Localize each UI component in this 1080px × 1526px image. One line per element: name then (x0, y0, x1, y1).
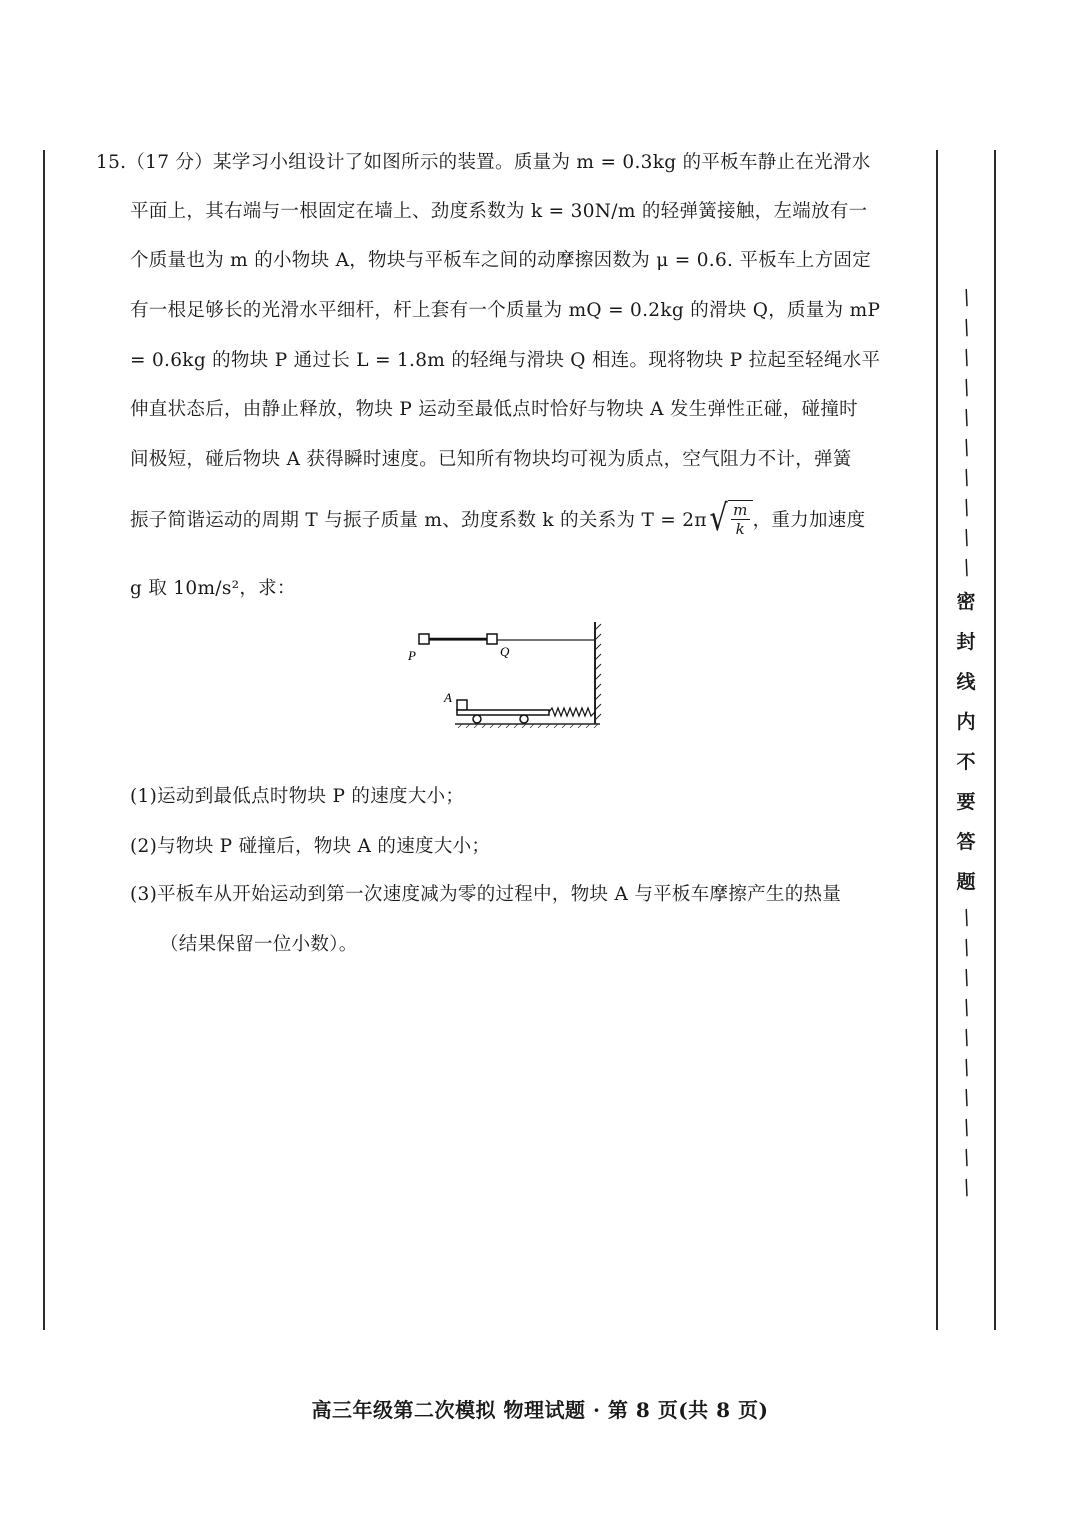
apparatus-diagram (400, 616, 610, 734)
seal-line-column (946, 282, 986, 1202)
seal-slash: / (958, 464, 974, 490)
sub-question-3: (3)平板车从开始运动到第一次速度减为零的过程中，物块 A 与平板车摩擦产生的热量 (130, 884, 842, 905)
seal-slash: / (958, 1114, 974, 1140)
question-line-7: 间极短，碰后物块 A 获得瞬时速度。已知所有物块均可视为质点，空气阻力不计，弹簧 (130, 449, 852, 470)
left-margin-rule (43, 150, 45, 1330)
seal-slash: / (958, 1174, 974, 1200)
seal-char: 线 (956, 671, 976, 693)
sub-question-1: (1)运动到最低点时物块 P 的速度大小； (130, 786, 465, 807)
question-line-4: 有一根足够长的光滑水平细杆，杆上套有一个质量为 mQ = 0.2kg 的滑块 Q，质量为 mP (130, 300, 881, 321)
label-p: P (408, 648, 416, 663)
seal-outer-rule (994, 150, 996, 1330)
question-line-1: 15.（17 分）某学习小组设计了如图所示的装置。质量为 m = 0.3kg 的平板车静止在光滑水 (96, 152, 871, 173)
seal-char: 封 (956, 631, 976, 653)
label-a: A (444, 690, 452, 705)
seal-char: 题 (956, 871, 976, 893)
seal-slash: / (958, 934, 974, 960)
question-line-3: 个质量也为 m 的小物块 A，物块与平板车之间的动摩擦因数为 μ = 0.6. 平板车上方固定 (130, 250, 871, 271)
cart-wheel-right (520, 715, 528, 723)
spring (549, 708, 595, 716)
seal-slash: / (958, 1054, 974, 1080)
seal-char: 要 (956, 791, 976, 813)
question-line-9: g 取 10m/s²，求： (130, 578, 296, 599)
sub-question-3-note: （结果保留一位小数）。 (160, 934, 358, 955)
page-footer: 高三年级第二次模拟 物理试题 · 第 8 页(共 8 页) (311, 1398, 769, 1422)
seal-char: 答 (956, 831, 976, 853)
seal-slash: / (958, 374, 974, 400)
radical-sign: √ (709, 498, 728, 539)
seal-slash: / (958, 1084, 974, 1110)
cart-wheel-left (473, 715, 481, 723)
seal-char: 内 (956, 711, 976, 733)
fraction-numerator: m (733, 501, 748, 519)
seal-slash: / (958, 314, 974, 340)
seal-slash: / (958, 494, 974, 520)
formula-suffix: ，重力加速度 (752, 510, 866, 531)
seal-slash: / (958, 404, 974, 430)
seal-slash: / (958, 344, 974, 370)
seal-inner-rule (936, 150, 938, 1330)
seal-slash: / (958, 1144, 974, 1170)
seal-slash: / (958, 524, 974, 550)
label-q: Q (500, 644, 510, 659)
question-line-6: 伸直状态后，由静止释放，物块 P 运动至最低点时恰好与物块 A 发生弹性正碰，碰撞时 (130, 399, 858, 420)
flat-cart (457, 710, 549, 715)
seal-slash: / (958, 994, 974, 1020)
formula-prefix: 振子简谐运动的周期 T 与振子质量 m、劲度系数 k 的关系为 T = 2π (130, 510, 707, 531)
period-formula (707, 500, 753, 538)
fraction (728, 500, 753, 538)
block-p (419, 634, 429, 644)
seal-slash: / (958, 964, 974, 990)
seal-slash: / (958, 1024, 974, 1050)
sub-question-2: (2)与物块 P 碰撞后，物块 A 的速度大小； (130, 836, 491, 857)
seal-slash: / (958, 434, 974, 460)
seal-char: 密 (956, 591, 976, 613)
seal-slash: / (958, 284, 974, 310)
block-a (457, 700, 467, 710)
question-line-8 (130, 500, 865, 538)
fraction-denominator: k (735, 520, 746, 538)
seal-char: 不 (956, 751, 976, 773)
seal-slash: / (958, 554, 974, 580)
slider-q (487, 634, 497, 644)
seal-slash: / (958, 904, 974, 930)
question-line-2: 平面上，其右端与一根固定在墙上、劲度系数为 k = 30N/m 的轻弹簧接触，左端放有一 (130, 201, 868, 222)
question-line-5: = 0.6kg 的物块 P 通过长 L = 1.8m 的轻绳与滑块 Q 相连。现将物块 P 拉起至轻绳水平 (130, 350, 881, 371)
